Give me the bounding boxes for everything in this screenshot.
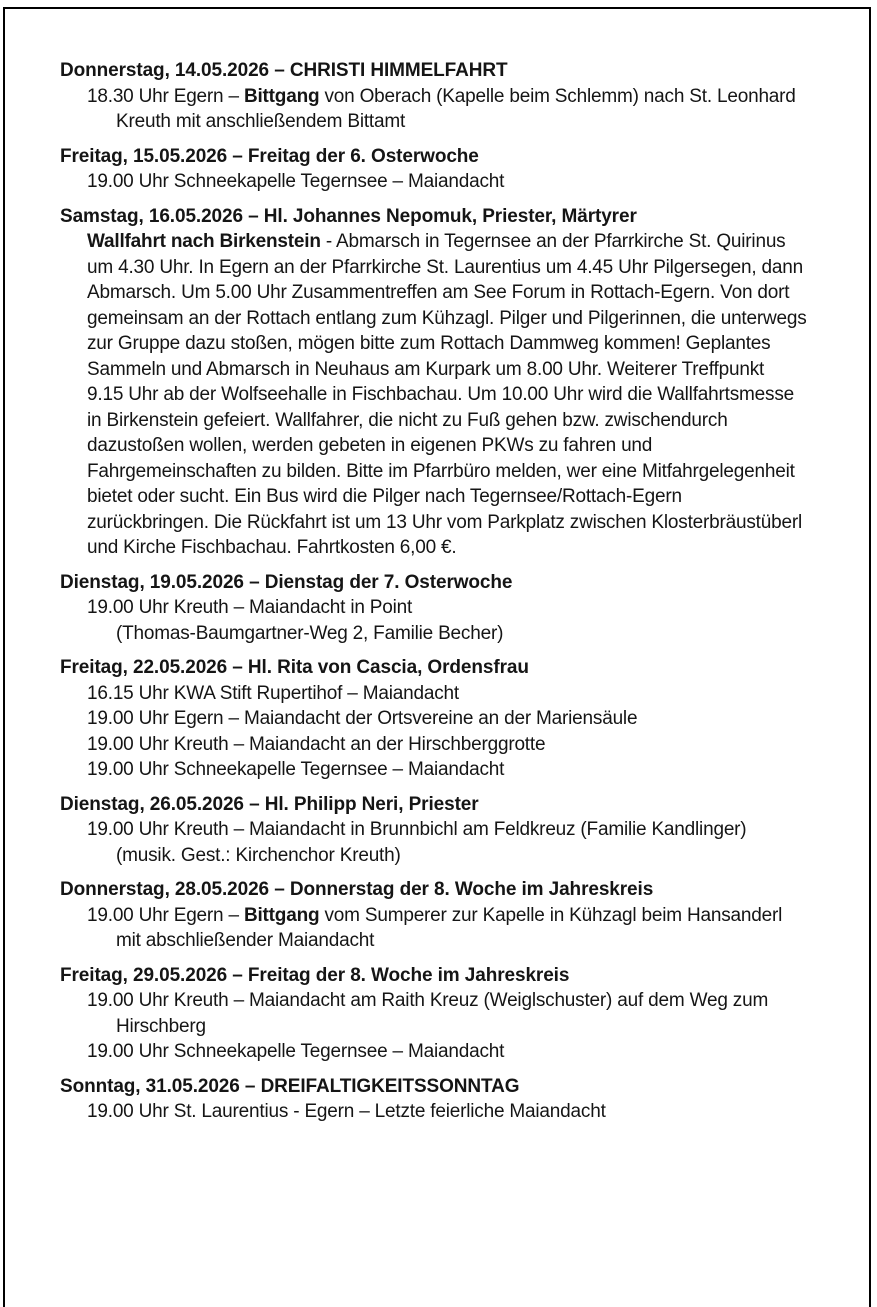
event-detail-line (60, 1014, 869, 1040)
text-segment: 18.30 Uhr Egern – (87, 85, 244, 107)
text-segment: bietet oder sucht. Ein Bus wird die Pilger nach Tegernsee/Rottach-Egern (87, 486, 682, 507)
event-detail-line (60, 1039, 869, 1065)
event-detail-line (60, 1099, 869, 1125)
text-segment: zur Gruppe dazu stoßen, mögen bitte zum Rottach Dammweg kommen! Geplantes (87, 333, 771, 354)
event-detail-line (60, 621, 869, 647)
event-detail-line (60, 535, 869, 561)
text-segment: in Birkenstein gefeiert. Wallfahrer, die nicht zu Fuß gehen bzw. zwischendurch (87, 409, 728, 431)
emphasized-text: Bittgang (243, 904, 320, 926)
text-segment: 9.15 Uhr ab der Wolfseehalle in Fischbachau. Um 10.00 Uhr wird die Wallfahrtsmesse (87, 384, 794, 405)
event-date-heading: Freitag, 15.05.2026 – Freitag der 6. Osterwoche (60, 145, 479, 167)
event-detail-line (60, 459, 869, 485)
text-segment: 19.00 Uhr Kreuth – Maiandacht in Point (87, 597, 413, 618)
event-detail-line (60, 903, 869, 929)
event-detail-line (60, 433, 869, 459)
event-detail-line (60, 928, 869, 954)
event-block (60, 144, 869, 195)
text-segment: 19.00 Uhr Kreuth – Maiandacht am Raith Kreuz (Weiglschuster) auf dem Weg zum (87, 990, 769, 1011)
text-segment: 19.00 Uhr Schneekapelle Tegernsee – Maiandacht (87, 759, 505, 780)
event-detail-line (60, 681, 869, 707)
text-segment: - Abmarsch in Tegernsee an der Pfarrkirche St. Quirinus (320, 231, 786, 252)
event-detail-line (60, 706, 869, 732)
event-date-heading: Donnerstag, 28.05.2026 – Donnerstag der 8. Woche im Jahreskreis (60, 879, 654, 900)
text-segment: Sammeln und Abmarsch in Neuhaus am Kurpark um 8.00 Uhr. Weiterer Treffpunkt (87, 358, 765, 380)
text-segment: 19.00 Uhr Kreuth – Maiandacht in Brunnbichl am Feldkreuz (Familie Kandlinger) (87, 819, 747, 840)
event-block (60, 792, 869, 869)
event-block (60, 963, 869, 1065)
text-segment: Kreuth mit anschließendem Bittamt (116, 111, 406, 132)
event-detail-line (60, 843, 869, 869)
text-segment: von Oberach (Kapelle beim Schlemm) nach St. Leonhard (319, 85, 796, 107)
text-segment: (musik. Gest.: Kirchenchor Kreuth) (116, 844, 401, 866)
event-date-heading: Samstag, 16.05.2026 – Hl. Johannes Nepomuk, Priester, Märtyrer (60, 205, 637, 227)
event-date-heading: Dienstag, 26.05.2026 – Hl. Philipp Neri, Priester (60, 793, 479, 815)
text-segment: 19.00 Uhr Kreuth – Maiandacht an der Hirschberggrotte (87, 733, 546, 755)
event-detail-line (60, 280, 869, 306)
text-segment: Abmarsch. Um 5.00 Uhr Zusammentreffen am See Forum in Rottach-Egern. Von dort (87, 282, 790, 303)
text-segment: zurückbringen. Die Rückfahrt ist um 13 Uhr vom Parkplatz zwischen Klosterbräustüberl (87, 511, 802, 533)
event-detail-line (60, 732, 869, 758)
text-segment: 16.15 Uhr KWA Stift Rupertihof – Maiandacht (87, 682, 459, 704)
emphasized-text: Wallfahrt nach Birkenstein (87, 231, 321, 252)
event-detail-line (60, 757, 869, 783)
text-segment: vom Sumperer zur Kapelle in Kühzagl beim Hansanderl (319, 904, 783, 926)
event-block (60, 877, 869, 954)
event-date-heading: Freitag, 29.05.2026 – Freitag der 8. Woche im Jahreskreis (60, 964, 570, 986)
event-detail-line (60, 84, 869, 110)
text-segment: dazustoßen wollen, werden gebeten in eigenen PKWs zu fahren und (87, 435, 653, 456)
event-detail-line (60, 988, 869, 1014)
event-block (60, 570, 869, 647)
text-segment: mit abschließender Maiandacht (116, 930, 375, 951)
event-detail-line (60, 595, 869, 621)
event-date-heading: Donnerstag, 14.05.2026 – CHRISTI HIMMELFAHRT (60, 60, 508, 81)
text-segment: 19.00 Uhr Schneekapelle Tegernsee – Maiandacht (87, 171, 505, 192)
text-segment: 19.00 Uhr Egern – (87, 904, 244, 926)
emphasized-text: Bittgang (243, 85, 320, 107)
event-detail-line (60, 306, 869, 332)
text-segment: 19.00 Uhr St. Laurentius - Egern – Letzte feierliche Maiandacht (87, 1101, 606, 1122)
event-block (60, 1074, 869, 1125)
event-date-heading: Sonntag, 31.05.2026 – DREIFALTIGKEITSSONNTAG (60, 1075, 520, 1097)
text-segment: und Kirche Fischbachau. Fahrtkosten 6,00 €. (87, 537, 457, 558)
text-segment: 19.00 Uhr Egern – Maiandacht der Ortsvereine an der Mariensäule (87, 708, 638, 729)
text-segment: Fahrgemeinschaften zu bilden. Bitte im Pfarrbüro melden, wer eine Mitfahrgelegenheit (87, 460, 795, 482)
event-date-heading: Dienstag, 19.05.2026 – Dienstag der 7. Osterwoche (60, 571, 513, 593)
event-detail-line (60, 408, 869, 434)
event-detail-line (60, 817, 869, 843)
text-segment: 19.00 Uhr Schneekapelle Tegernsee – Maiandacht (87, 1041, 505, 1062)
text-segment: gemeinsam an der Rottach entlang zum Kühzagl. Pilger und Pilgerinnen, die unterwegs (87, 307, 807, 329)
text-segment: Hirschberg (116, 1015, 206, 1037)
event-detail-line (60, 109, 869, 135)
event-block (60, 204, 869, 561)
event-detail-line (60, 484, 869, 510)
event-block (60, 58, 869, 135)
event-detail-line (60, 357, 869, 383)
event-detail-line (60, 169, 869, 195)
event-detail-line (60, 510, 869, 536)
text-segment: um 4.30 Uhr. In Egern an der Pfarrkirche St. Laurentius um 4.45 Uhr Pilgersegen, dann (87, 256, 803, 278)
event-block (60, 655, 869, 783)
event-detail-line (60, 331, 869, 357)
text-segment: (Thomas-Baumgartner-Weg 2, Familie Becher) (116, 622, 504, 644)
event-detail-line (60, 382, 869, 408)
event-detail-line (60, 255, 869, 281)
event-date-heading: Freitag, 22.05.2026 – Hl. Rita von Cascia, Ordensfrau (60, 657, 529, 678)
event-detail-line (60, 229, 869, 255)
